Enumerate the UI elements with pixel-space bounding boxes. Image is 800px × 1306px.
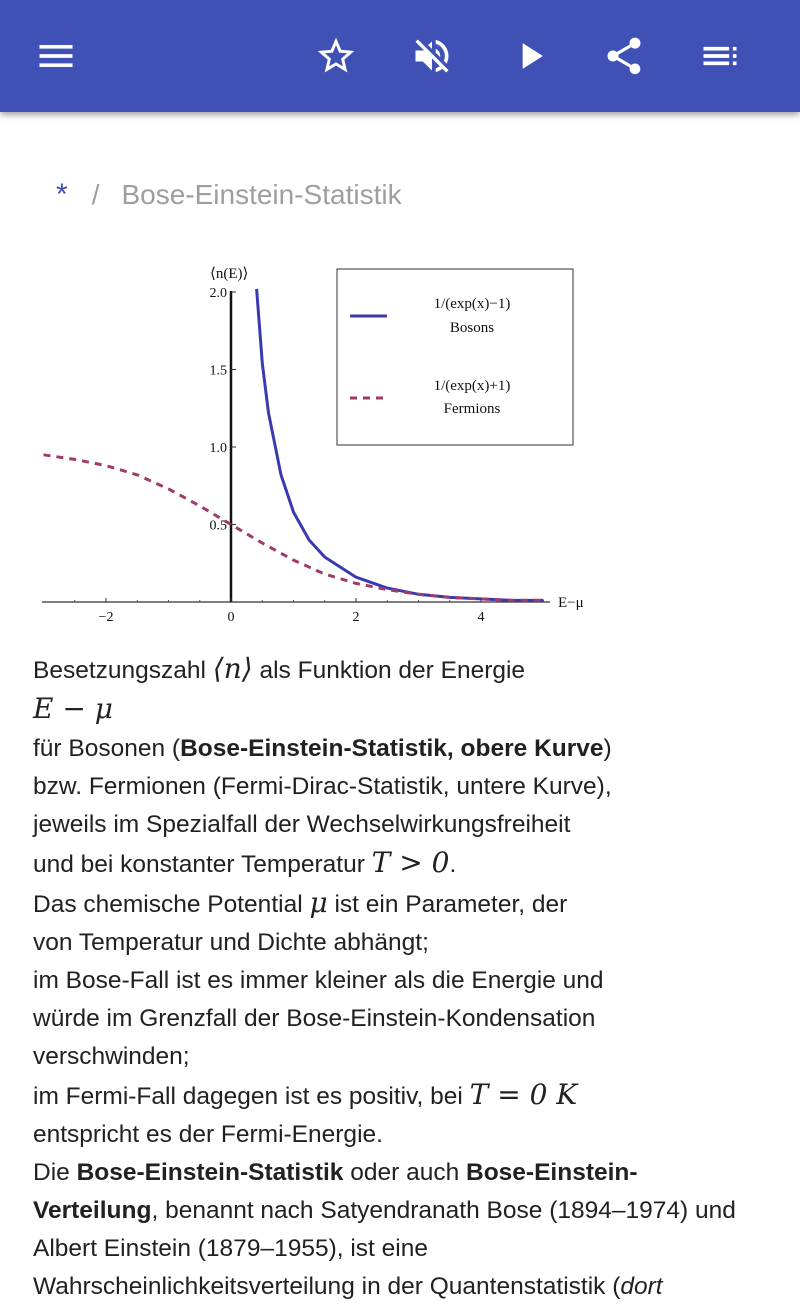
math-mu: μ — [309, 886, 328, 919]
legend-formula-fermions: 1/(exp(x)+1) — [433, 378, 511, 394]
y-tick-label: 0.5 — [209, 518, 227, 534]
y-tick-label: 1.0 — [209, 441, 227, 456]
caption-text: Das chemische Potential — [33, 891, 310, 918]
caption-text: als Funktion der Energie — [252, 657, 526, 684]
caption-line-10: würde im Grenzfall der Bose-Einstein-Kondensation — [33, 1005, 596, 1032]
caption-line-9: im Bose-Fall ist es immer kleiner als die Energie und — [33, 967, 604, 994]
bookmark-button[interactable] — [304, 24, 368, 88]
caption-line-8: von Temperatur und Dichte abhängt; — [33, 929, 429, 956]
caption-line-7 — [33, 884, 773, 924]
caption-line-13: entspricht es der Fermi-Energie. — [33, 1121, 383, 1148]
app-bar — [0, 0, 800, 112]
intro-line-3: Albert Einstein (1879–1955), ist eine — [33, 1235, 428, 1262]
intro-bold: Bose-Einstein-Statistik — [76, 1159, 344, 1186]
intro-line-4 — [33, 1268, 773, 1306]
breadcrumb-separator: / — [91, 179, 100, 210]
math-energy: E − μ — [33, 692, 113, 725]
menu-button[interactable] — [24, 24, 88, 88]
share-button[interactable] — [592, 24, 656, 88]
caption-line-11: verschwinden; — [33, 1043, 190, 1070]
volume-off-icon — [410, 34, 454, 78]
playlist-icon — [698, 34, 742, 78]
menu-icon — [34, 34, 78, 78]
caption-text: Besetzungszahl — [33, 657, 213, 684]
y-axis-label: ⟨n(E)⟩ — [210, 266, 249, 282]
caption-text: und bei konstanter Temperatur — [33, 851, 372, 878]
series-line-fermions — [44, 455, 544, 601]
intro-line-1 — [33, 1154, 773, 1192]
article-text — [33, 650, 773, 1306]
intro-text: Die — [33, 1159, 77, 1186]
caption-text: ) — [603, 735, 612, 762]
breadcrumb-current: Bose-Einstein-Statistik — [121, 179, 402, 210]
math-zero-kelvin: T = 0 K — [469, 1078, 578, 1111]
legend-formula-bosons: 1/(exp(x)−1) — [433, 296, 511, 312]
intro-line-2 — [33, 1192, 773, 1230]
legend-label-bosons: Bosons — [449, 320, 495, 336]
x-tick-label: 0 — [227, 610, 235, 625]
occupation-number-chart[interactable] — [30, 255, 610, 635]
caption-line-5: jeweils im Spezialfall der Wechselwirkungsfreiheit — [33, 811, 571, 838]
x-tick-label: 4 — [477, 610, 485, 625]
intro-text: , benannt nach Satyendranath Bose (1894–1974) und — [151, 1197, 736, 1224]
contents-button[interactable] — [688, 24, 752, 88]
x-axis-label: E−μ — [558, 595, 584, 611]
math-occupation: ⟨n⟩ — [212, 652, 253, 685]
x-tick-label: −2 — [98, 610, 114, 625]
breadcrumb-home-link[interactable]: * — [56, 178, 68, 211]
play-icon — [508, 34, 552, 78]
caption-text: . — [449, 851, 457, 878]
caption-line-4: bzw. Fermionen (Fermi-Dirac-Statistik, untere Kurve), — [33, 773, 612, 800]
intro-italic: dort — [620, 1273, 663, 1300]
intro-text: Wahrscheinlichkeitsverteilung in der Quantenstatistik ( — [33, 1273, 621, 1300]
math-temperature: T > 0 — [371, 846, 450, 879]
caption-text: für Bosonen ( — [33, 735, 181, 762]
y-tick-label: 1.5 — [209, 363, 227, 379]
caption-line-3 — [33, 730, 773, 768]
caption-line-12 — [33, 1076, 773, 1116]
intro-bold: Bose-Einstein- — [466, 1159, 638, 1186]
caption-line-2 — [33, 690, 773, 730]
caption-line-1 — [33, 650, 773, 690]
breadcrumb — [56, 178, 402, 212]
caption-text: ist ein Parameter, der — [327, 891, 568, 918]
mute-button[interactable] — [400, 24, 464, 88]
caption-bold: Bose-Einstein-Statistik, obere Kurve — [180, 735, 604, 762]
intro-bold: Verteilung — [33, 1197, 152, 1224]
star-icon — [314, 34, 358, 78]
legend-label-fermions: Fermions — [443, 401, 501, 417]
caption-line-6 — [33, 844, 773, 884]
x-tick-label: 2 — [352, 610, 360, 625]
share-icon — [602, 34, 646, 78]
y-tick-label: 2.0 — [209, 286, 227, 301]
play-button[interactable] — [498, 24, 562, 88]
intro-text: oder auch — [343, 1159, 467, 1186]
caption-text: im Fermi-Fall dagegen ist es positiv, bei — [33, 1083, 470, 1110]
chart-svg — [30, 255, 610, 635]
